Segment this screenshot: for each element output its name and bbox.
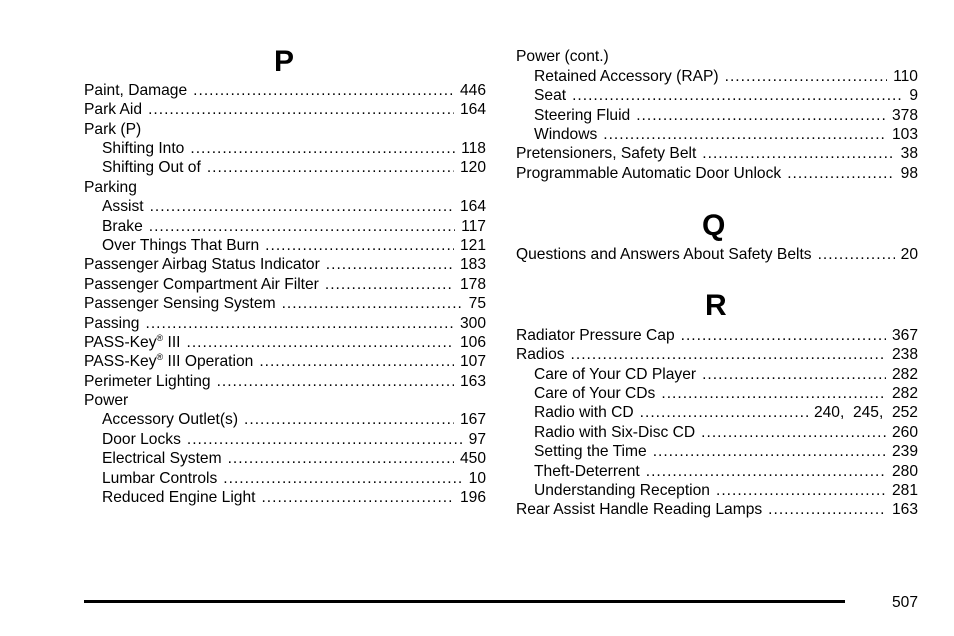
index-subentry: Windows ..... 103 (534, 125, 918, 144)
index-entry: Radios ..... 238 (516, 345, 918, 364)
index-entry: Programmable Automatic Door Unlock ..... 98 (516, 164, 918, 183)
index-entry: PASS-Key® III Operation ..... 107 (84, 352, 486, 371)
page-number: 507 (891, 594, 918, 611)
index-heading: Power (cont.) (516, 48, 609, 65)
index-subentry: Assist ..... 164 (102, 197, 486, 216)
index-entry: Rear Assist Handle Reading Lamps ..... 163 (516, 500, 918, 519)
index-entry: PASS-Key® III ..... 106 (84, 333, 486, 352)
index-subentry: Seat ..... 9 (534, 86, 918, 105)
index-subentry: Reduced Engine Light ..... 196 (102, 488, 486, 507)
index-subentry: Over Things That Burn ..... 121 (102, 236, 486, 255)
index-entry: Passenger Airbag Status Indicator ..... 183 (84, 255, 486, 274)
index-heading: Park (P) (84, 121, 142, 138)
index-subentry: Setting the Time ..... 239 (534, 442, 918, 461)
index-subentry: Lumbar Controls ..... 10 (102, 469, 486, 488)
index-entry: Perimeter Lighting ..... 163 (84, 372, 486, 391)
index-subentry: Brake ..... 117 (102, 217, 486, 236)
index-heading: Parking (84, 179, 137, 196)
index-subentry: Accessory Outlet(s) ..... 167 (102, 410, 486, 429)
index-subentry: Radio with Six-Disc CD ..... 260 (534, 423, 918, 442)
index-subentry: Door Locks ..... 97 (102, 430, 486, 449)
index-heading: Power (84, 392, 129, 409)
index-subentry: Understanding Reception ..... 281 (534, 481, 918, 500)
index-entry: Paint, Damage ..... 446 (84, 81, 486, 100)
index-entry: Questions and Answers About Safety Belts ..... 20 (516, 245, 918, 264)
index-subentry: Electrical System ..... 450 (102, 449, 486, 468)
index-entry: Radiator Pressure Cap ..... 367 (516, 326, 918, 345)
index-subentry: Shifting Into ..... 118 (102, 139, 486, 158)
index-entry: Passenger Sensing System ..... 75 (84, 294, 486, 313)
section-letter-r: R (705, 289, 727, 322)
index-subentry: Shifting Out of ..... 120 (102, 158, 486, 177)
index-subentry: Steering Fluid ..... 378 (534, 106, 918, 125)
index-entry: Passenger Compartment Air Filter ..... 178 (84, 275, 486, 294)
index-subentry: Radio with CD ..... 240, 245, 252 (534, 403, 918, 422)
index-subentry: Care of Your CD Player ..... 282 (534, 365, 918, 384)
index-subentry: Retained Accessory (RAP) ..... 110 (534, 67, 918, 86)
section-letter-q: Q (702, 209, 726, 242)
footer-rule (84, 600, 845, 603)
section-letter-p: P (274, 45, 295, 78)
index-subentry: Care of Your CDs ..... 282 (534, 384, 918, 403)
index-entry: Passing ..... 300 (84, 314, 486, 333)
index-entry: Park Aid ..... 164 (84, 100, 486, 119)
index-entry: Pretensioners, Safety Belt ..... 38 (516, 144, 918, 163)
index-subentry: Theft-Deterrent ..... 280 (534, 462, 918, 481)
